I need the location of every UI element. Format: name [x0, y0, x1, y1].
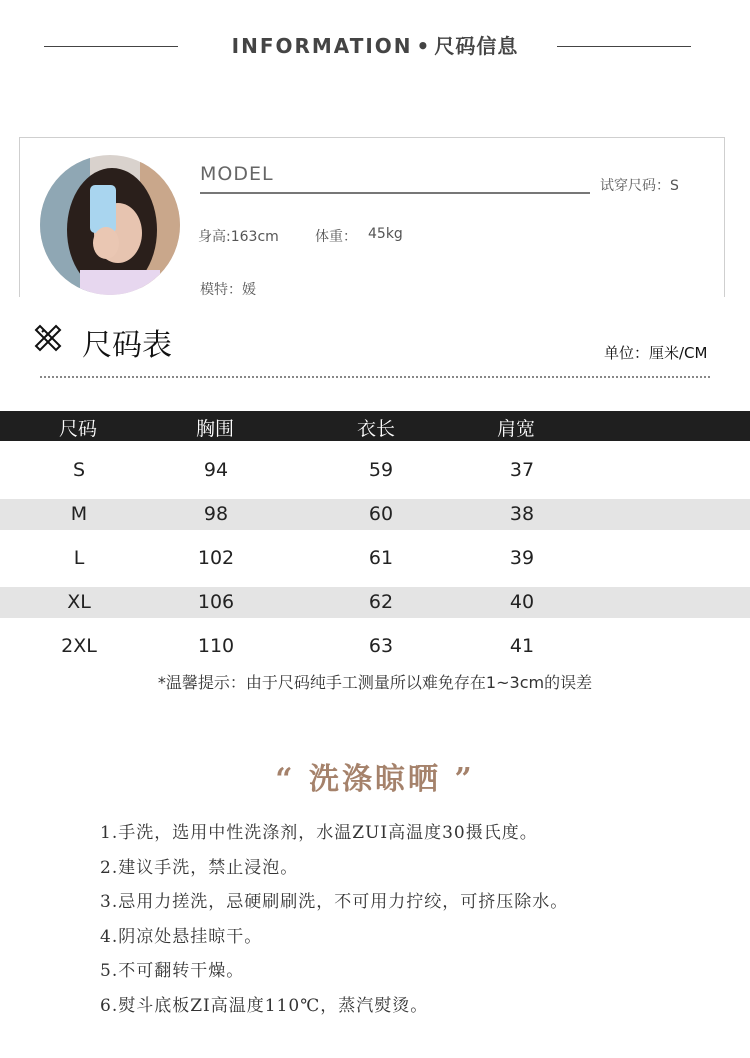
table-cell: 62: [368, 591, 394, 613]
table-cell: 40: [509, 591, 535, 613]
table-cell: 41: [509, 635, 535, 657]
table-cell: S: [72, 459, 86, 481]
column-header: 衣长: [357, 418, 396, 440]
column-header: 尺码: [59, 418, 98, 440]
size-table-header: [0, 411, 750, 441]
page-title: INFORMATION • 尺码信息: [231, 34, 519, 58]
table-cell: L: [73, 547, 85, 569]
model-weight-label: 体重：: [315, 229, 357, 245]
table-cell: 60: [368, 503, 394, 525]
washing-item: 3.忌用力搓洗，忌硬刷刷洗，不可用力拧绞，可挤压除水。: [100, 892, 569, 913]
model-name: 模特：媛: [200, 282, 256, 298]
model-underline: [200, 192, 590, 194]
table-cell: 102: [197, 547, 235, 569]
table-cell: 38: [509, 503, 535, 525]
measurement-note: *温馨提示：由于尺码纯手工测量所以难免存在1~3cm的误差: [157, 673, 593, 692]
header-line-right: [557, 46, 691, 47]
washing-title: “ 洗涤晾晒 ”: [275, 762, 475, 797]
unit-label: 单位：厘米/CM: [604, 344, 708, 362]
model-avatar: [40, 155, 180, 295]
table-cell: 94: [203, 459, 229, 481]
table-cell: 59: [368, 459, 394, 481]
table-cell: 106: [197, 591, 235, 613]
table-row: [0, 499, 750, 530]
washing-item: 4.阴凉处悬挂晾干。: [100, 926, 263, 947]
column-header: 胸围: [196, 418, 235, 440]
table-row: [0, 587, 750, 618]
table-cell: 39: [509, 547, 535, 569]
table-row: [0, 543, 750, 574]
washing-item: 5.不可翻转干燥。: [100, 961, 245, 982]
table-cell: 110: [197, 635, 235, 657]
size-chart-title: 尺码表: [82, 328, 172, 363]
column-header: 肩宽: [497, 418, 536, 440]
washing-item: 1.手洗，选用中性洗涤剂，水温ZUI高温度30摄氏度。: [100, 823, 538, 843]
model-weight-value: 45kg: [368, 226, 403, 242]
table-cell: 98: [203, 503, 229, 525]
ruler-cross-icon: [32, 322, 64, 354]
model-label: MODEL: [200, 163, 274, 185]
table-row: [0, 631, 750, 662]
trial-size: 试穿尺码：S: [600, 178, 679, 194]
table-cell: 37: [509, 459, 535, 481]
table-cell: XL: [67, 591, 91, 613]
washing-list: [100, 819, 568, 1027]
table-cell: 61: [368, 547, 394, 569]
table-cell: 2XL: [61, 635, 97, 657]
table-cell: M: [70, 503, 88, 525]
model-height: 身高:163cm: [198, 229, 279, 245]
table-row: [0, 455, 750, 486]
dotted-divider: [40, 376, 710, 378]
washing-item: 6.熨斗底板ZI高温度110℃，蒸汽熨烫。: [100, 995, 429, 1016]
table-cell: 63: [368, 635, 394, 657]
washing-item: 2.建议手洗，禁止浸泡。: [100, 857, 299, 878]
